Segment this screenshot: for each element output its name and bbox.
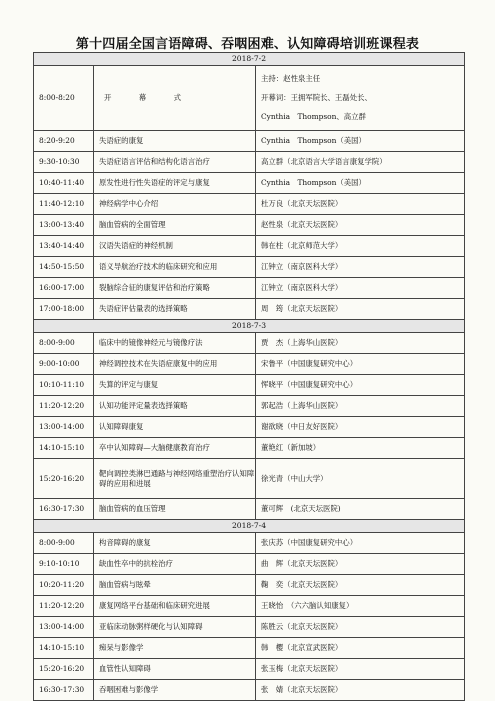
session-speaker: 陈胜云（北京天坛医院） — [256, 617, 465, 638]
session-topic: 神经调控技术在失语症康复中的应用 — [94, 354, 256, 375]
session-time: 9:30-10:30 — [34, 152, 94, 173]
session-row — [34, 354, 465, 375]
session-topic: 卒中认知障碍—大脑健康教育治疗 — [94, 438, 256, 459]
session-topic: 临床中的镜像神经元与镜像疗法 — [94, 333, 256, 354]
session-time: 16:00-17:00 — [34, 278, 94, 299]
session-row — [34, 575, 465, 596]
session-speaker: 王晓怡 （六六脑认知康复） — [256, 596, 465, 617]
session-time: 14:50-15:50 — [34, 257, 94, 278]
session-row — [34, 459, 465, 499]
session-speaker: 周 筠（北京天坛医院） — [256, 299, 465, 320]
session-topic: 失语症评估量表的选择策略 — [94, 299, 256, 320]
speaker-line: 主持：赵性泉主任 — [261, 74, 321, 83]
session-topic: 认知功能评定量表选择策略 — [94, 396, 256, 417]
session-row — [34, 333, 465, 354]
session-row — [34, 299, 465, 320]
session-topic: 裂脑综合征的康复评估和治疗策略 — [94, 278, 256, 299]
session-time: 8:00-9:00 — [34, 533, 94, 554]
session-speaker: 曲 辉（北京天坛医院） — [256, 554, 465, 575]
date-row — [34, 53, 465, 66]
session-time: 9:10-10:10 — [34, 554, 94, 575]
session-time: 8:00-9:00 — [34, 333, 94, 354]
speaker-line: Cynthia Thompson、高立群 — [261, 112, 366, 121]
date-header: 2018-7-4 — [34, 520, 465, 533]
session-row — [34, 278, 465, 299]
session-topic: 吞咽困难与影像学 — [94, 680, 256, 701]
session-speaker: 江钟立（南京医科大学） — [256, 278, 465, 299]
session-topic: 血管性认知障碍 — [94, 659, 256, 680]
session-speaker: 杜万良（北京天坛医院） — [256, 194, 465, 215]
session-topic: 失语症语言评估和结构化语言治疗 — [94, 152, 256, 173]
session-topic: 亚临床动脉粥样硬化与认知障碍 — [94, 617, 256, 638]
session-speaker: 徐光青（中山大学） — [256, 459, 465, 499]
session-speaker: 贾 杰（上海华山医院） — [256, 333, 465, 354]
session-time: 16:30-17:30 — [34, 680, 94, 701]
session-speaker: 张庆苏（中国康复研究中心） — [256, 533, 465, 554]
session-speaker: 张 婧（北京天坛医院） — [256, 680, 465, 701]
session-speaker: 韩在柱（北京师范大学） — [256, 236, 465, 257]
session-topic: 原发性进行性失语症的评定与康复 — [94, 173, 256, 194]
session-time: 13:40-14:40 — [34, 236, 94, 257]
session-time: 10:40-11:40 — [34, 173, 94, 194]
session-speaker: 鞠 奕（北京天坛医院） — [256, 575, 465, 596]
session-speaker: Cynthia Thompson（美国） — [256, 173, 465, 194]
session-row — [34, 417, 465, 438]
session-topic: 康复网络平台基础和临床研究进展 — [94, 596, 256, 617]
session-time: 10:10-11:10 — [34, 375, 94, 396]
session-speaker: 郭起浩（上海华山医院） — [256, 396, 465, 417]
session-row — [34, 257, 465, 278]
session-time: 10:20-11:20 — [34, 575, 94, 596]
session-row — [34, 499, 465, 520]
session-topic: 靶向调控类淋巴通路与神经网络重塑治疗认知障碍的应用和进展 — [94, 459, 256, 499]
session-topic: 痴呆与影像学 — [94, 638, 256, 659]
session-time: 13:00-13:40 — [34, 215, 94, 236]
session-row — [34, 194, 465, 215]
session-speaker: 韩 樱（北京宣武医院） — [256, 638, 465, 659]
session-row — [34, 680, 465, 701]
session-row — [34, 554, 465, 575]
session-topic: 开 幕 式 — [94, 66, 256, 131]
session-time: 16:30-17:30 — [34, 499, 94, 520]
session-topic: 脑血管病的全面管理 — [94, 215, 256, 236]
session-row — [34, 66, 465, 131]
date-header: 2018-7-2 — [34, 53, 465, 66]
session-row — [34, 236, 465, 257]
session-speaker: 董可辉 (北京天坛医院) — [256, 499, 465, 520]
session-speaker: 董艳红（新加坡） — [256, 438, 465, 459]
speaker-line: 开幕词：王拥军院长、王磊处长、 — [261, 93, 372, 102]
session-row — [34, 438, 465, 459]
session-row — [34, 638, 465, 659]
session-time: 13:00-14:00 — [34, 617, 94, 638]
session-speaker: 恽晓平（中国康复研究中心） — [256, 375, 465, 396]
session-speaker: 赵性泉（北京天坛医院） — [256, 215, 465, 236]
session-speaker: 江钟立（南京医科大学） — [256, 257, 465, 278]
session-time: 13:00-14:00 — [34, 417, 94, 438]
session-time: 15:20-16:20 — [34, 459, 94, 499]
session-time: 17:00-18:00 — [34, 299, 94, 320]
date-row — [34, 520, 465, 533]
session-time: 11:20-12:20 — [34, 596, 94, 617]
session-row — [34, 131, 465, 152]
session-speaker: 宋鲁平（中国康复研究中心） — [256, 354, 465, 375]
session-time: 11:20-12:20 — [34, 396, 94, 417]
session-speaker — [256, 66, 465, 131]
session-topic: 语义导航治疗技术的临床研究和应用 — [94, 257, 256, 278]
session-topic: 汉语失语症的神经机制 — [94, 236, 256, 257]
session-time: 9:00-10:00 — [34, 354, 94, 375]
schedule-table — [33, 52, 465, 701]
session-row — [34, 152, 465, 173]
session-time: 8:00-8:20 — [34, 66, 94, 131]
session-row — [34, 617, 465, 638]
session-speaker: 高立群（北京语言大学语言康复学院） — [256, 152, 465, 173]
session-time: 14:10-15:10 — [34, 638, 94, 659]
session-row — [34, 659, 465, 680]
session-topic: 失算的评定与康复 — [94, 375, 256, 396]
session-row — [34, 173, 465, 194]
date-header: 2018-7-3 — [34, 320, 465, 333]
session-row — [34, 396, 465, 417]
date-row — [34, 320, 465, 333]
session-row — [34, 215, 465, 236]
document-title: 第十四届全国言语障碍、吞咽困难、认知障碍培训班课程表 — [75, 37, 420, 52]
session-speaker: Cynthia Thompson（美国） — [256, 131, 465, 152]
session-row — [34, 533, 465, 554]
session-topic: 失语症的康复 — [94, 131, 256, 152]
schedule-body — [34, 53, 465, 701]
session-row — [34, 375, 465, 396]
session-topic: 脑血管病的血压管理 — [94, 499, 256, 520]
session-topic: 构音障碍的康复 — [94, 533, 256, 554]
session-topic: 缺血性卒中的抗栓治疗 — [94, 554, 256, 575]
session-topic: 认知障碍康复 — [94, 417, 256, 438]
session-time: 15:20-16:20 — [34, 659, 94, 680]
session-speaker: 谢欲晓（中日友好医院） — [256, 417, 465, 438]
session-time: 8:20-9:20 — [34, 131, 94, 152]
session-time: 14:10-15:10 — [34, 438, 94, 459]
session-time: 11:40-12:10 — [34, 194, 94, 215]
session-row — [34, 596, 465, 617]
session-speaker: 张玉梅（北京天坛医院） — [256, 659, 465, 680]
session-topic: 脑血管病与眩晕 — [94, 575, 256, 596]
session-topic: 神经病学中心介绍 — [94, 194, 256, 215]
